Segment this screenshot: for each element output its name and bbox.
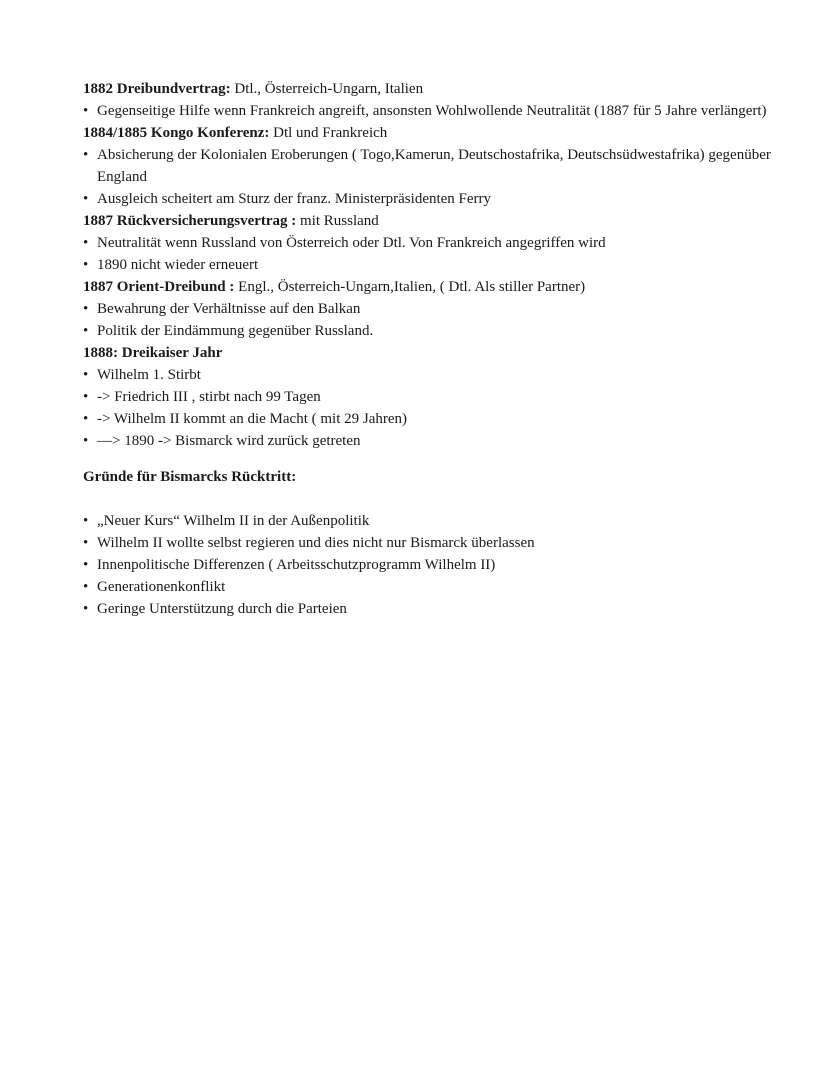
bullet-list [83, 100, 783, 122]
list-item: • Geringe Unterstützung durch die Parteien [83, 598, 783, 620]
bullet-list [83, 232, 783, 276]
heading-bold: 1882 Dreibundvertrag: [83, 81, 231, 97]
list-item: • Bewahrung der Verhältnisse auf den Balkan [83, 298, 783, 320]
list-item: • Neutralität wenn Russland von Österreich oder Dtl. Von Frankreich angegriffen wird [83, 232, 783, 254]
list-item: • Generationenkonflikt [83, 576, 783, 598]
reasons-title: Gründe für Bismarcks Rücktritt: [83, 469, 297, 485]
spacer [83, 488, 783, 510]
heading-rest: Engl., Österreich-Ungarn,Italien, ( Dtl. Als stiller Partner) [234, 279, 586, 295]
heading-rest: Dtl., Österreich-Ungarn, Italien [230, 81, 424, 97]
bullet-list [83, 298, 783, 342]
heading-bold: 1887 Orient-Dreibund : [83, 279, 235, 295]
heading-bold: 1887 Rückversicherungsvertrag : [83, 213, 297, 229]
bullet-list [83, 144, 783, 210]
section-heading [83, 276, 783, 298]
spacer [83, 452, 783, 466]
bullet-list [83, 364, 783, 452]
heading-bold: 1884/1885 Kongo Konferenz: [83, 125, 270, 141]
list-item: • -> Wilhelm II kommt an die Macht ( mit 29 Jahren) [83, 408, 783, 430]
list-item: • Ausgleich scheitert am Sturz der franz. Ministerpräsidenten Ferry [83, 188, 783, 210]
list-item: • 1890 nicht wieder erneuert [83, 254, 783, 276]
list-item: • Wilhelm 1. Stirbt [83, 364, 783, 386]
section-heading [83, 342, 783, 364]
section-heading [83, 210, 783, 232]
list-item: • Innenpolitische Differenzen ( Arbeitsschutzprogramm Wilhelm II) [83, 554, 783, 576]
section-heading [83, 122, 783, 144]
list-item: • Wilhelm II wollte selbst regieren und dies nicht nur Bismarck überlassen [83, 532, 783, 554]
list-item: • -> Friedrich III , stirbt nach 99 Tagen [83, 386, 783, 408]
list-item: • —> 1890 -> Bismarck wird zurück getreten [83, 430, 783, 452]
list-item: • Gegenseitige Hilfe wenn Frankreich angreift, ansonsten Wohlwollende Neutralität (1887 für 5 Jahre verlängert) [83, 100, 783, 122]
heading-rest: mit Russland [296, 213, 379, 229]
list-item: • Politik der Eindämmung gegenüber Russland. [83, 320, 783, 342]
document-page [83, 78, 783, 620]
heading-bold: 1888: Dreikaiser Jahr [83, 345, 223, 361]
heading-rest: Dtl und Frankreich [269, 125, 388, 141]
list-item: • Absicherung der Kolonialen Eroberungen ( Togo,Kamerun, Deutschostafrika, Deutschsüdwestafrika) gegenüber England [83, 144, 783, 188]
section-heading [83, 78, 783, 100]
list-item: • „Neuer Kurs“ Wilhelm II in der Außenpolitik [83, 510, 783, 532]
reasons-list [83, 510, 783, 620]
